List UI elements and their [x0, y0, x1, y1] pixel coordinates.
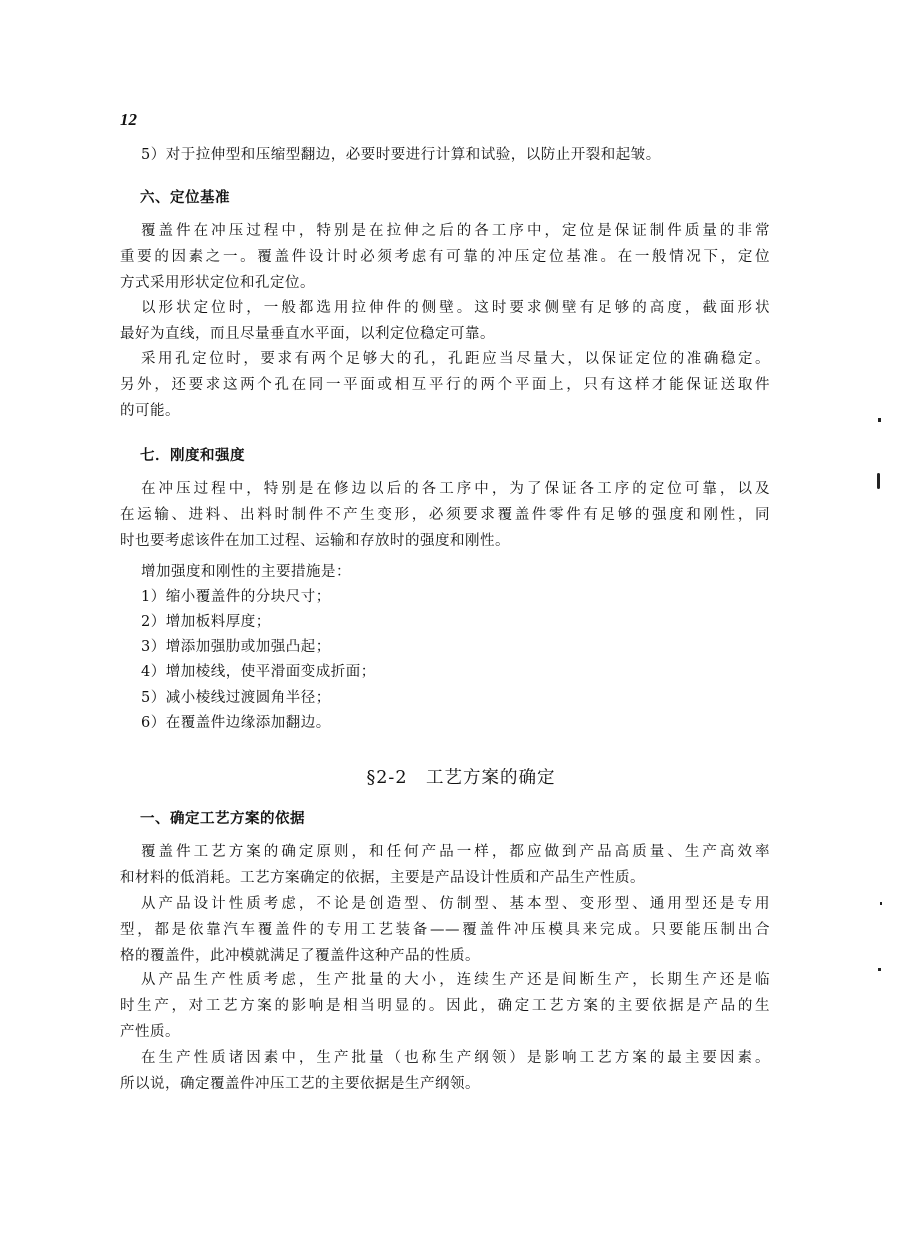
text-line: 采用孔定位时，要求有两个足够大的孔，孔距应当尽量大，以保证定位的准确稳定。: [141, 351, 770, 367]
text-line: 从产品生产性质考虑，生产批量的大小，连续生产还是间断生产，长期生产还是临: [141, 972, 770, 988]
text-line: 格的覆盖件，此冲模就满足了覆盖件这种产品的性质。: [120, 948, 480, 964]
text-line: 在冲压过程中，特别是在修边以后的各工序中，为了保证各工序的定位可靠，以及: [141, 481, 770, 497]
subsection-paragraph-3: [120, 967, 770, 1045]
scan-speck: [878, 418, 881, 422]
section-title: §2-2 工艺方案的确定: [366, 768, 556, 788]
subsection-paragraph-2: [120, 891, 770, 969]
text-line: 覆盖件工艺方案的确定原则，和任何产品一样，都应做到产品高质量、生产高效率: [141, 844, 770, 860]
section-6-paragraph-2: [120, 295, 770, 347]
section-7-paragraph-1: [120, 476, 770, 554]
text-line: 最好为直线，而且尽量垂直水平面，以利定位稳定可靠。: [120, 326, 495, 342]
text-line: 方式采用形状定位和孔定位。: [120, 275, 315, 291]
scan-speck: [878, 968, 881, 971]
text-line: 重要的因素之一。覆盖件设计时必须考虑有可靠的冲压定位基准。在一般情况下，定位: [120, 249, 770, 265]
section-6-heading: 六、定位基准: [140, 189, 230, 206]
text-line: 以形状定位时，一般都选用拉伸件的侧壁。这时要求侧壁有足够的高度，截面形状: [141, 300, 770, 316]
list-item: 6）在覆盖件边缘添加翻边。: [141, 715, 331, 731]
subsection-paragraph-4: [120, 1045, 770, 1097]
page-number: 12: [120, 110, 137, 129]
list-item: 3）增添加强肋或加强凸起；: [141, 639, 331, 655]
text-line: 产性质。: [120, 1024, 180, 1040]
section-7-heading: 七．刚度和强度: [140, 447, 245, 464]
scan-speck: [877, 473, 880, 489]
text-line: 覆盖件在冲压过程中，特别是在拉伸之后的各工序中，定位是保证制件质量的非常: [141, 223, 770, 239]
text-line: 另外，还要求这两个孔在同一平面或相互平行的两个平面上，只有这样才能保证送取件: [120, 377, 770, 393]
text-line: 在运输、进料、出料时制件不产生变形，必须要求覆盖件零件有足够的强度和刚性，同: [120, 507, 770, 523]
list-item: 4）增加棱线，使平滑面变成折面；: [141, 664, 376, 680]
text-line: 时也要考虑该件在加工过程、运输和存放时的强度和刚性。: [120, 533, 510, 549]
list-item: 1）缩小覆盖件的分块尺寸；: [141, 589, 331, 605]
subsection-paragraph-1: [120, 839, 770, 891]
section-6-paragraph-1: [120, 218, 770, 296]
subsection-heading: 一、确定工艺方案的依据: [140, 810, 305, 827]
text-line: 时生产，对工艺方案的影响是相当明显的。因此，确定工艺方案的主要依据是产品的生: [120, 998, 770, 1014]
scan-speck: [880, 902, 882, 905]
list-item-5: 5）对于拉伸型和压缩型翻边，必要时要进行计算和试验，以防止开裂和起皱。: [141, 147, 661, 163]
text-line: 的可能。: [120, 403, 180, 419]
section-6-paragraph-3: [120, 346, 770, 424]
list-item: 2）增加板料厚度；: [141, 614, 271, 630]
list-intro: 增加强度和刚性的主要措施是：: [141, 564, 351, 580]
text-line: 在生产性质诸因素中，生产批量（也称生产纲领）是影响工艺方案的最主要因素。: [141, 1050, 770, 1066]
text-line: 型，都是依靠汽车覆盖件的专用工艺装备——覆盖件冲压模具来完成。只要能压制出合: [120, 922, 770, 938]
list-item: 5）减小棱线过渡圆角半径；: [141, 690, 331, 706]
text-line: 所以说，确定覆盖件冲压工艺的主要依据是生产纲领。: [120, 1076, 480, 1092]
text-line: 从产品设计性质考虑，不论是创造型、仿制型、基本型、变形型、通用型还是专用: [141, 896, 770, 912]
text-line: 和材料的低消耗。工艺方案确定的依据，主要是产品设计性质和产品生产性质。: [120, 870, 645, 886]
